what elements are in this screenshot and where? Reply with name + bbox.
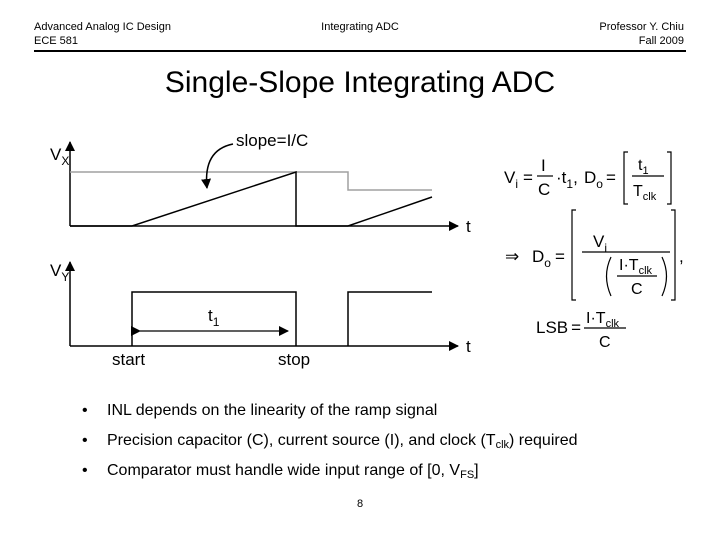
- vx-t-label: t: [466, 217, 471, 236]
- frac-denominator-tclk: $T_{clk}$: [633, 183, 657, 203]
- bracket-right: [671, 210, 675, 300]
- vx-plot: [50, 131, 471, 236]
- bullet-text: Comparator must handle wide input range of [0, $V_{FS}$]: [107, 462, 479, 481]
- do-symbol: $D_o$: [532, 247, 551, 270]
- do-symbol: $D_o$: [584, 168, 603, 191]
- t1-interval-label: $t_1$: [208, 306, 220, 329]
- stop-label: stop: [278, 350, 311, 369]
- frac-numerator-vi: $V_i$: [593, 232, 608, 255]
- slope-pointer-arrow: [207, 144, 233, 188]
- bullet-marker: •: [82, 432, 88, 449]
- bracket-left: [624, 152, 628, 204]
- bullet-text: INL depends on the linearity of the ramp signal: [107, 402, 438, 419]
- slide-title: Single-Slope Integrating ADC: [164, 66, 556, 99]
- frac-numerator-t1: $t_1$: [638, 157, 649, 177]
- course-name: Advanced Analog IC Design: [34, 21, 171, 33]
- do-equals: =: [555, 247, 565, 266]
- inner-numerator: $I\cdot T_{clk}$: [619, 257, 653, 277]
- bracket-right: [667, 152, 671, 204]
- instructor-name: Professor Y. Chiu: [599, 21, 684, 33]
- trailing-comma: ,: [679, 247, 684, 266]
- start-label: start: [112, 350, 146, 369]
- eq1-dot-t1: $\cdot t_1$,: [556, 168, 578, 191]
- paren-right: [662, 257, 667, 296]
- equation-vi: [504, 152, 671, 204]
- vx-axis-label: $V_X$: [50, 145, 70, 168]
- inner-denominator-c: C: [631, 281, 643, 298]
- page-number: 8: [356, 498, 364, 510]
- bracket-left: [572, 210, 576, 300]
- equation-lsb: [536, 310, 626, 351]
- vy-axis-label: $V_Y$: [50, 261, 70, 284]
- paren-left: [607, 257, 612, 296]
- vy-t-label: t: [466, 337, 471, 356]
- implies-symbol: ⇒: [505, 247, 520, 266]
- lsb-symbol: LSB =: [536, 318, 582, 337]
- frac-numerator-i: I: [541, 156, 546, 175]
- do-equals: =: [606, 168, 616, 187]
- vy-plot: [50, 261, 471, 369]
- bullet-marker: •: [82, 402, 88, 419]
- bullet-text: Precision capacitor (C), current source (I), and clock $(T_{clk})$ required: [107, 432, 578, 451]
- bullet-marker: •: [82, 462, 88, 479]
- vi-equals: =: [523, 168, 533, 187]
- course-code: ECE 581: [34, 35, 79, 47]
- header-topic: Integrating ADC: [321, 21, 399, 33]
- vx-ramp-waveform: [70, 172, 432, 226]
- frac-denominator-c: C: [538, 180, 551, 199]
- lsb-numerator: $I\cdot T_{clk}$: [586, 310, 620, 330]
- vy-pulse-waveform: [132, 292, 432, 346]
- vi-symbol: $V_i$: [504, 168, 519, 191]
- slope-label: slope=I/C: [236, 131, 309, 150]
- equation-do: [505, 210, 684, 300]
- term: Fall 2009: [638, 35, 684, 47]
- lsb-denominator-c: C: [599, 334, 611, 351]
